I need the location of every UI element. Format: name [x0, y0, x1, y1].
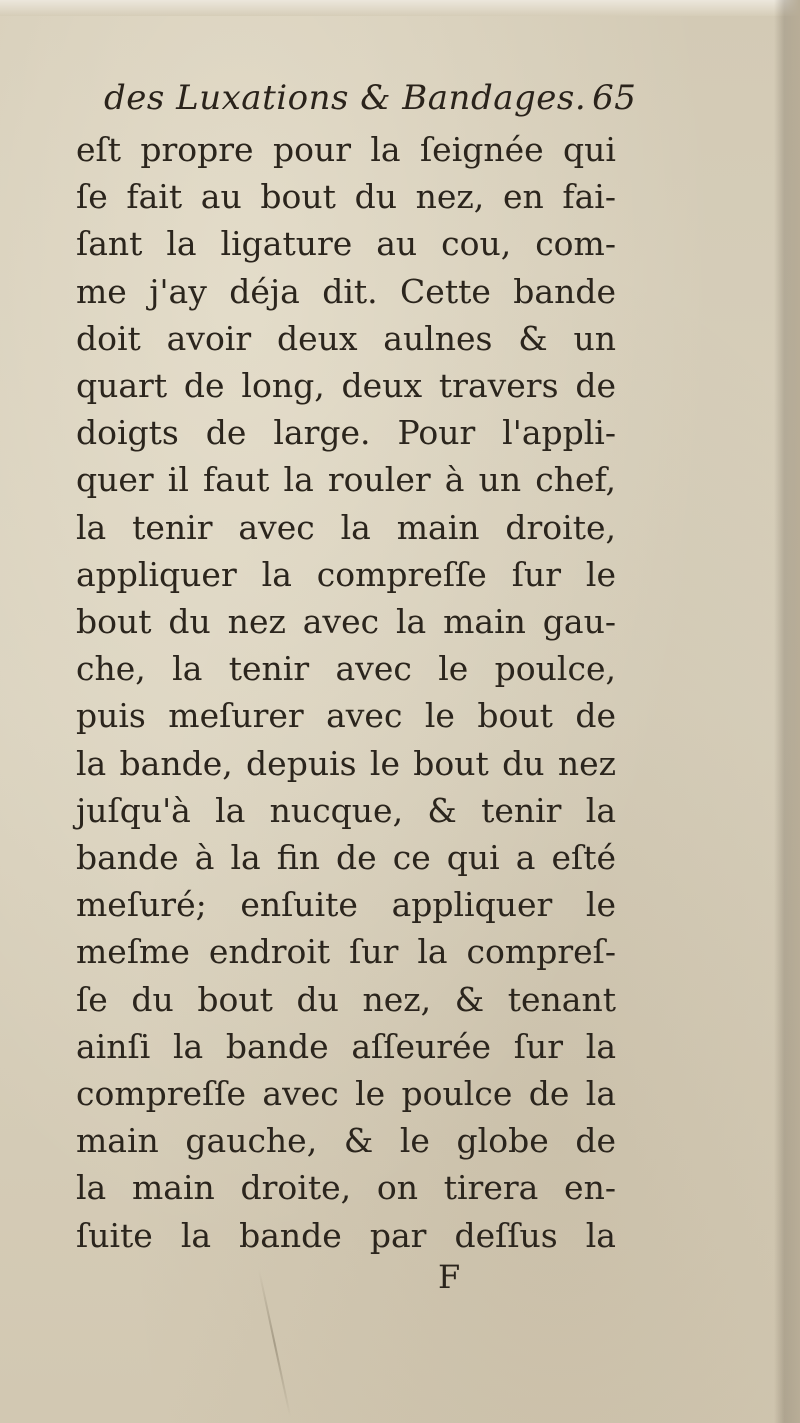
page-top-edge: [0, 0, 800, 16]
page-right-edge: [774, 0, 800, 1423]
text-line: che, la tenir avec le poulce,: [76, 649, 616, 689]
text-line: ſe fait au bout du nez, en fai-: [76, 177, 616, 217]
text-line: ſuite la bande par deſſus la: [76, 1215, 616, 1255]
text-line: bout du nez avec la main gau-: [76, 602, 616, 642]
paper-crease: [258, 1270, 291, 1417]
text-line: doit avoir deux aulnes & un: [76, 318, 616, 358]
text-line: ainſi la bande aſſeurée ſur la: [76, 1026, 616, 1066]
text-line: la main droite, on tirera en-: [76, 1168, 616, 1208]
text-line: me j'ay déja dit. Cette bande: [76, 271, 616, 311]
text-line: meſuré; enſuite appliquer le: [76, 885, 616, 925]
text-line: appliquer la compreſſe ſur le: [76, 554, 616, 594]
text-line: meſme endroit ſur la compreſ-: [76, 932, 616, 972]
text-line: ſe du bout du nez, & tenant: [76, 979, 616, 1019]
text-line: quer il faut la rouler à un chef,: [76, 460, 616, 500]
text-line: doigts de large. Pour l'appli-: [76, 413, 616, 453]
text-line: bande à la fin de ce qui a eſté: [76, 838, 616, 878]
text-line: quart de long, deux travers de: [76, 366, 616, 406]
text-line: juſqu'à la nucque, & tenir la: [76, 790, 616, 830]
text-line: la tenir avec la main droite,: [76, 507, 616, 547]
body-text: [76, 126, 616, 1259]
page-number: 65: [592, 78, 637, 118]
text-line: ſant la ligature au cou, com-: [76, 224, 616, 264]
signature-mark: F: [438, 1258, 461, 1296]
running-head: [104, 78, 637, 118]
text-line: compreſſe avec le poulce de la: [76, 1074, 616, 1114]
text-line: main gauche, & le globe de: [76, 1121, 616, 1161]
text-line: la bande, depuis le bout du nez: [76, 743, 616, 783]
running-head-title: des Luxations & Bandages.: [104, 78, 587, 118]
text-line: eſt propre pour la ſeignée qui: [76, 130, 616, 169]
text-line: puis meſurer avec le bout de: [76, 696, 616, 736]
